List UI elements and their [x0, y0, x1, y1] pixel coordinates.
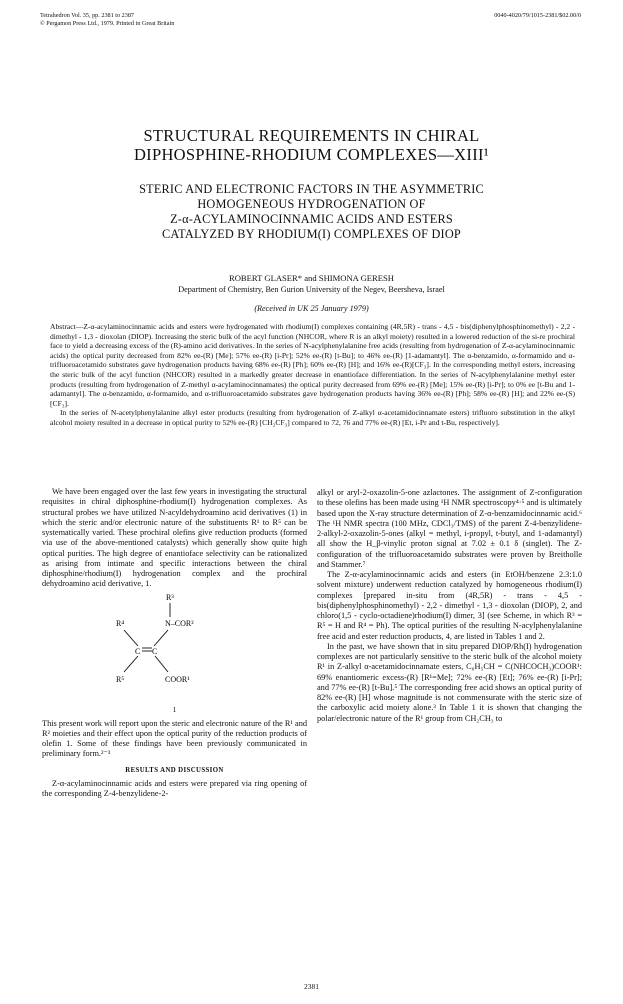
journal-citation — [40, 12, 174, 28]
r5-label: R⁵ — [116, 674, 125, 684]
article-subtitle — [40, 182, 583, 242]
structure-drawing — [42, 590, 307, 705]
section-heading: RESULTS AND DISCUSSION — [125, 766, 224, 774]
body-paragraph: In the past, we have shown that in situ prepared DIOP/Rh(I) hydrogenation complexes are not particularly sensitive to the steric bulk of the alcohol moiety R¹ in Z-alkyl α-acetamidocinnamate esters, C₆H₅CH = C(NHCOCH₃)COOR¹: 69% enantiomeric excess-(R) [R¹=Me]; 72% ee-(R) [Et]; 76% ee-(R) [i-Pr]; and 77% ee-(R) [t-Bu].⁵ The corresponding free acid shows an optical purity of 82% ee-(R) [H] whose magnitude is not commensurate with the steric size of the carboxylic acid moiety alone.³ In Table 1 it is shown that changing the polar/electronic nature of the R¹ group from CH₂CH₃ to — [317, 641, 582, 723]
journal-citation-line: Tetrahedron Vol. 35, pp. 2381 to 2387 — [40, 12, 135, 19]
publisher-line: © Pergamon Press Ltd., 1979. Printed in Great Britain — [40, 20, 175, 27]
bond-c-coor — [155, 656, 168, 672]
subtitle-line-3: Z-α-ACYLAMINOCINNAMIC ACIDS AND ESTERS — [170, 212, 453, 226]
received-date: (Received in UK 25 January 1979) — [254, 304, 369, 313]
abstract-paragraph-1: Abstract—Z-α-acylaminocinnamic acids and esters were hydrogenated with rhodium(I) complexes containing (4R,5R) - trans - 4,5 - bis(diphenylphosphinomethyl) - 2,2 - dimethyl - 1,3 - dioxolan (DIOP). Increasing the steric bulk of the acyl function (NHCOR, where R is an alkyl moiety) resulted in a lowered reduction of the si-re prochiral face to yield a decreasing excess of the (R)-amino acid derivatives. In the series of N-acylphenylalanine free acids (resulting from hydrogenation of Z-α-acylaminocinnamic acids) the optical purity decreased from 82% ee-(R) [Me]; 57% ee-(R) [i-Pr]; 52% ee-(R) [t-Bu]; to 46% ee-(R) [1-adamantyl]. The α-benzamido, α-formamido and α-trifluoroacetamido substrates gave hydrogenation products having 68% ee-(R) [Ph]; 60% ee-(R) [H]; and 16% ee-(R)[CF₃]. In the corresponding methyl esters, increasing the steric bulk of the acyl function (NHCOR) resulted in a markedly greater decrease in enantioface differentiation. In the series of N-acylphenylalanine methyl ester products (resulting from hydrogenation of Z-methyl α-acylaminocinnamates) the optical purity decreased from 69% ee-(R) [Me]; 15% ee-(R) [i-Pr]; to 0% ee [t-Bu and 1-adamantyl]. The α-benzamido, α-formamido, and α-trifluoroacetamido substrates gave hydrogenation products having 36% ee-(R) [Ph]; 58% ee-(R) [H]; and 22% ee-(S) [CF₃]. — [50, 322, 575, 408]
chemical-structure-1 — [42, 590, 307, 705]
abstract — [50, 322, 575, 428]
subtitle-line-4: CATALYZED BY RHODIUM(I) COMPLEXES OF DIOP — [162, 227, 461, 241]
r3-label: R³ — [166, 592, 174, 602]
left-column — [42, 487, 307, 799]
article-title — [40, 126, 583, 164]
authors: ROBERT GLASER* and SHIMONA GERESH — [228, 273, 394, 283]
page-number: 2381 — [304, 982, 319, 991]
subtitle-line-2: HOMOGENEOUS HYDROGENATION OF — [197, 197, 426, 211]
c-atom-label-1: C — [135, 646, 141, 656]
title-line-2: DIPHOSPHINE-RHODIUM COMPLEXES—XIII¹ — [133, 145, 490, 164]
abstract-paragraph-2: In the series of N-acetylphenylalanine alkyl ester products (resulting from hydrogenation of Z-alkyl α-acetamidocinnamate esters) trifluoro substitution in the alkyl alcohol moiety resulted in a decrease in optical purity to 52% ee-(R) [CH₂CF₃] compared to 72, 76 and 77% ee-(R) [Et, i-Pr and t-Bu, respectively]. — [50, 408, 575, 427]
bond-r4-c — [124, 630, 138, 646]
right-column — [317, 488, 582, 724]
bond-n-c — [154, 630, 168, 646]
coor-label: COOR¹ — [165, 674, 190, 684]
body-paragraph: This present work will report upon the steric and electronic nature of the R¹ and R² moieties and their effect upon the optical purity of the reduction products of olefin 1. Some of these findings have been previously communicated in preliminary form.²⁻³ — [42, 718, 307, 759]
body-paragraph: Z-α-acylaminocinnamic acids and esters were prepared via ring opening of the corresponding Z-4-benzylidene-2- — [42, 778, 307, 798]
article-code: 0040-4020/79/1015-2381/$02.00/0 — [494, 12, 581, 19]
subtitle-line-1: STERIC AND ELECTRONIC FACTORS IN THE ASYMMETRIC — [139, 182, 484, 196]
bond-c-r5 — [124, 656, 138, 672]
body-paragraph: We have been engaged over the last few years in investigating the structural requisites in chiral diphosphine-rhodium(I) hydrogenation complexes. As structural probes we have utilized N-acyldehydroamino acid derivatives (1) in which the steric and/or electronic nature of the substituents R¹ to R⁵ can be systematically varied. These prochiral olefins give reduction products (formed via use of the above-mentioned catalysts) which generally show quite high optical purities. The high degree of enantioface selectivity can be rationalized as arising from intimate and specific interactions between the chiral diphosphine/rhodium(I) hydrogenation complex and the prochiral dehydroamino acid derivative, 1. — [42, 487, 307, 589]
ncor-label: N–COR² — [165, 618, 194, 628]
r4-label: R⁴ — [116, 618, 125, 628]
compound-number: 1 — [172, 704, 177, 714]
c-atom-label-2: C — [152, 646, 158, 656]
body-paragraph: alkyl or aryl-2-oxazolin-5-one azlactones. The assignment of Z-configuration to these olefins has been made using ¹H NMR spectroscopy⁴·⁵ and is ultimately based upon the X-ray structure determination of Z-α-benzamidocinnamic acid.⁶ The ¹H NMR spectra (100 MHz, CDCl₃/TMS) of the parent Z-4-benzylidene-2-alkyl-2-oxazolin-5-ones (alkyl = methyl, i-propyl, t-butyl, and 1-adamantyl) all show the H_β-vinylic proton signal at 7.02 ± 0.1 δ (singlet). The Z-configuration of the trifluoroacetamido substrates were proven by Breitholle and Stammer.⁷ — [317, 488, 582, 569]
body-paragraph: The Z-α-acylaminocinnamic acids and esters (in EtOH/benzene 2.3:1.0 solvent mixture) underwent reduction catalyzed by homogeneous rhodium(I) complexes [prepared in-situ from (4R,5R) - trans - 4,5 - bis(diphenylphosphinomethyl) - 2,2 - dimethyl - 1,3 - dioxolan (DIOP), 2, and chloro(1,5 - cyclo-octadiene)rhodium(I) dimer, 3] (see Scheme, in which R³ = R⁵ = H and R⁴ = Ph). The optical purities of the resulting N-acylphenylalanine free acid and ester reduction products, 4, are listed in Tables 1 and 2. — [317, 570, 582, 641]
title-line-1: STRUCTURAL REQUIREMENTS IN CHIRAL — [143, 126, 480, 145]
affiliation: Department of Chemistry, Ben Gurion University of the Negev, Beersheva, Israel — [178, 285, 445, 294]
